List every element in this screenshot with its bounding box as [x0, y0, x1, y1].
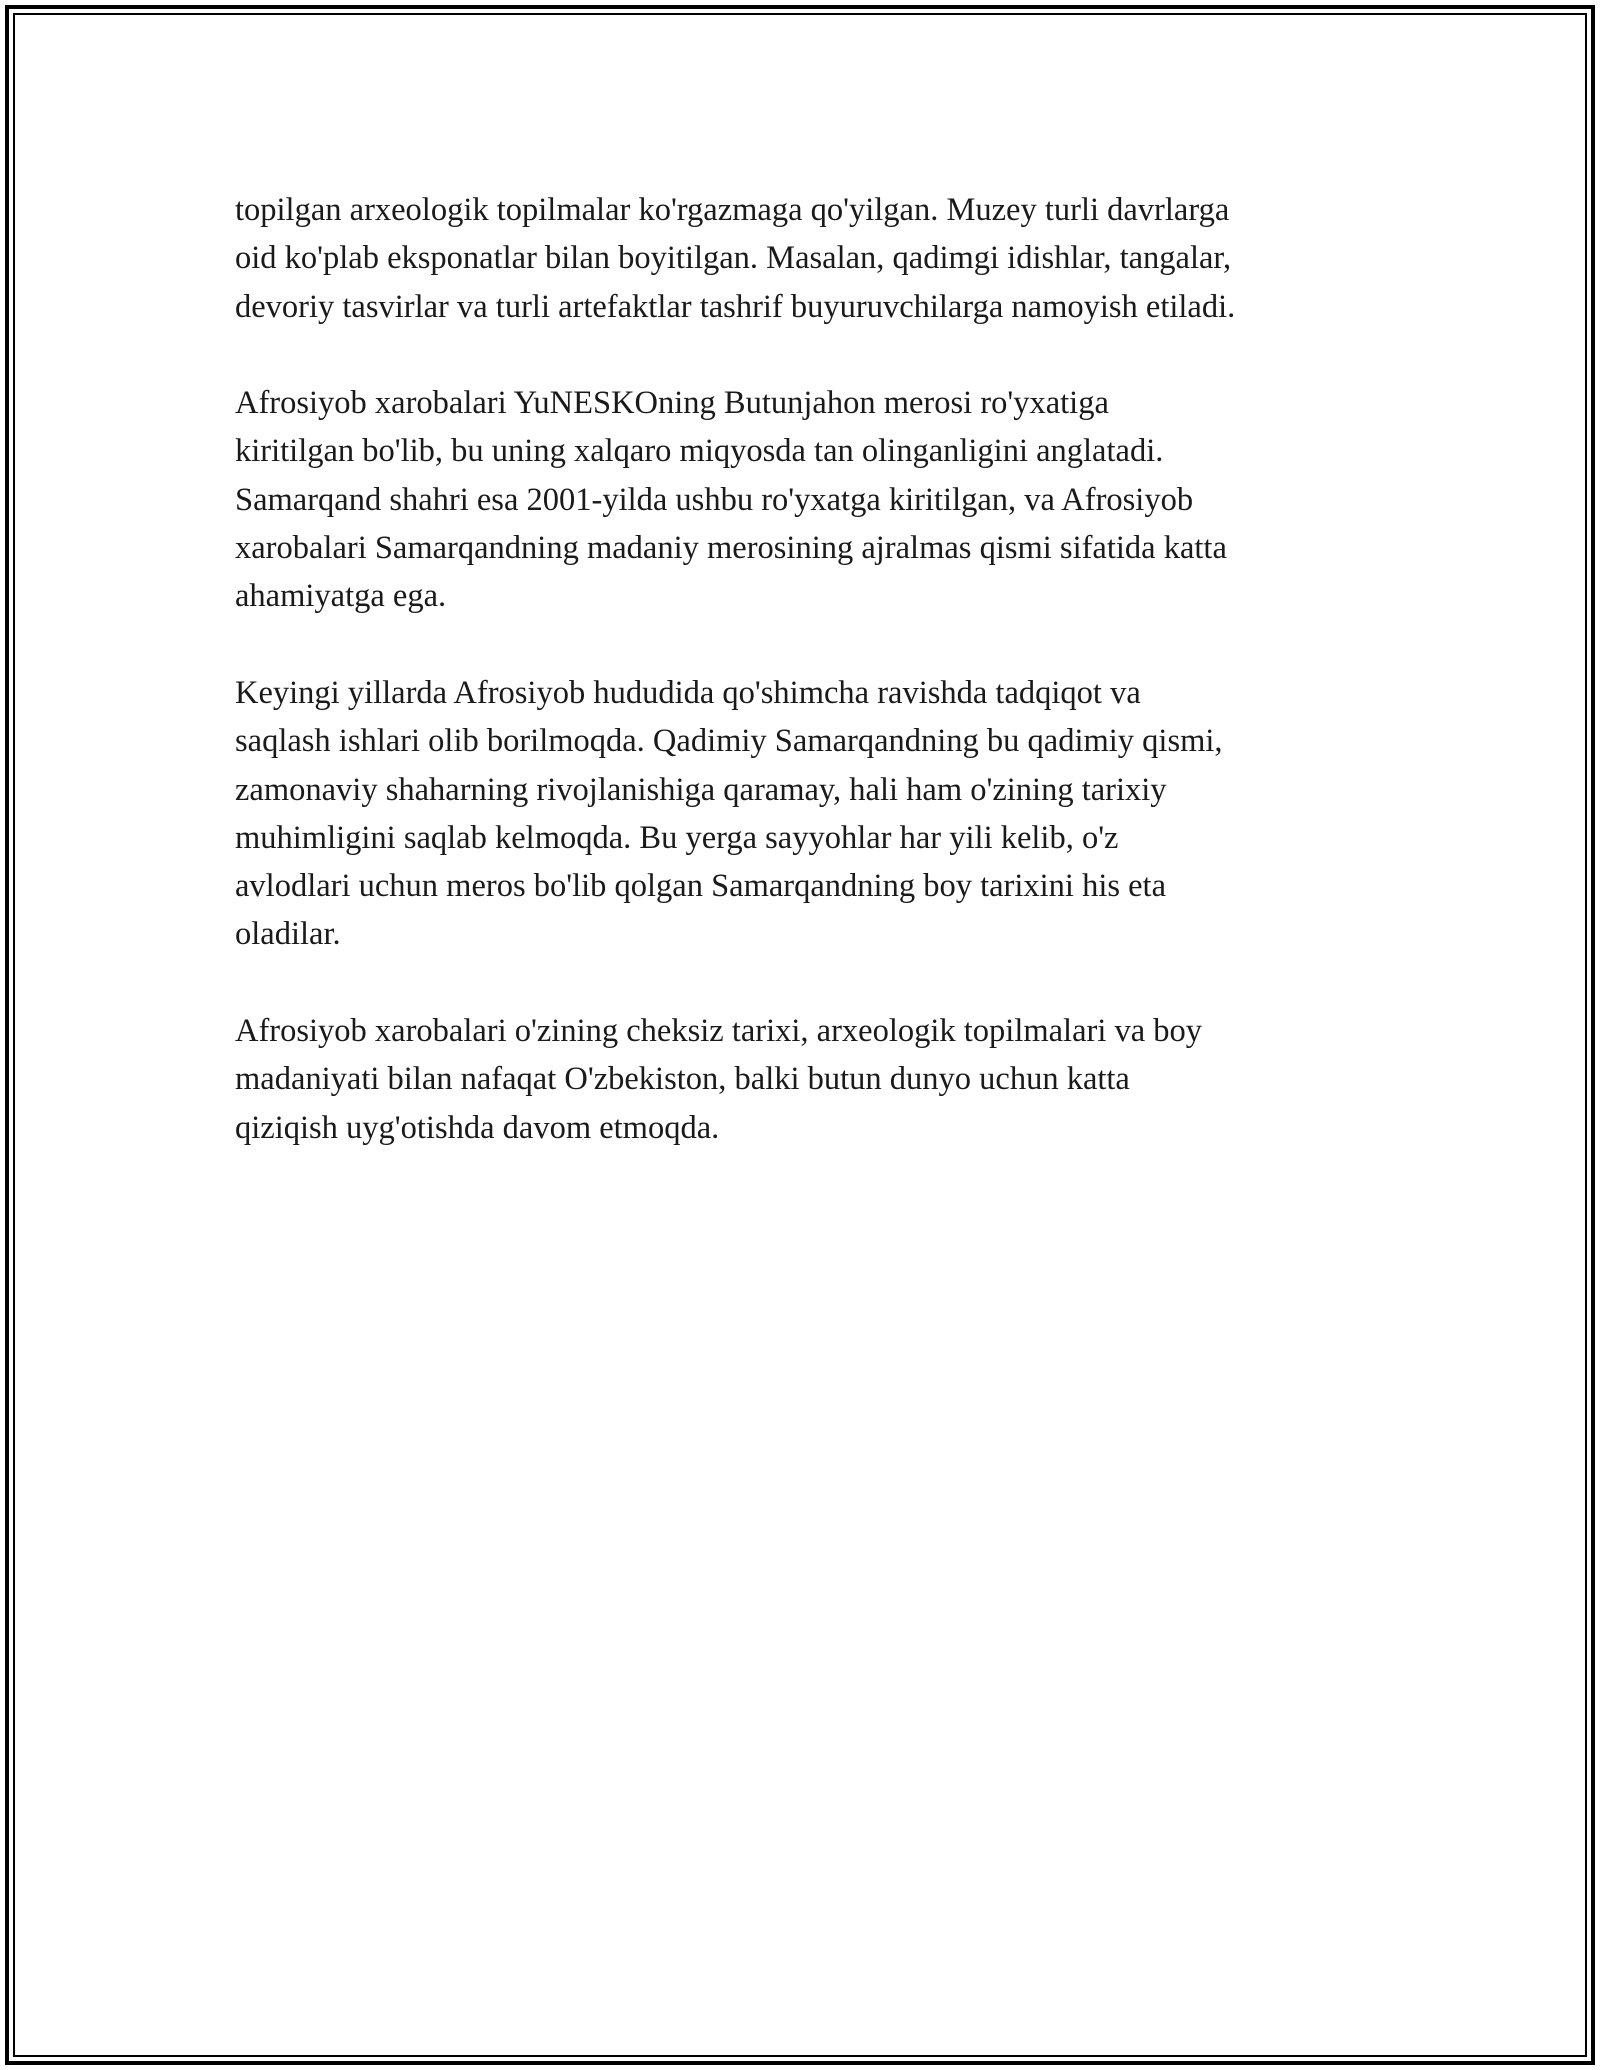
paragraph-conclusion [235, 1007, 1385, 1152]
text-line: ahamiyatga ega. [235, 578, 447, 615]
text-line: Keyingi yillarda Afrosiyob hududida qo'shimcha ravishda tadqiqot va [235, 674, 1141, 711]
text-line: oid ko'plab eksponatlar bilan boyitilgan. Masalan, qadimgi idishlar, tangalar, [235, 240, 1232, 277]
text-line: Samarqand shahri esa 2001-yilda ushbu ro'yxatga kiritilgan, va Afrosiyob [235, 481, 1194, 518]
text-line: oladilar. [235, 916, 341, 953]
text-line: madaniyati bilan nafaqat O'zbekiston, balki butun dunyo uchun katta [235, 1061, 1130, 1098]
text-line: muhimligini saqlab kelmoqda. Bu yerga sayyohlar har yili kelib, o'z [235, 819, 1119, 856]
text-line: Afrosiyob xarobalari o'zining cheksiz tarixi, arxeologik topilmalari va boy [235, 1013, 1203, 1050]
paragraph-museum-exhibits [235, 186, 1385, 331]
text-line: saqlash ishlari olib borilmoqda. Qadimiy Samarqandning bu qadimiy qismi, [235, 723, 1223, 760]
paragraph-unesco-heritage [235, 379, 1385, 620]
text-line: avlodlari uchun meros bo'lib qolgan Samarqandning boy tarixini his eta [235, 868, 1167, 905]
text-line: kiritilgan bo'lib, bu uning xalqaro miqyosda tan olinganligini anglatadi. [235, 433, 1164, 470]
text-line: qiziqish uyg'otishda davom etmoqda. [235, 1109, 720, 1146]
text-line: zamonaviy shaharning rivojlanishiga qaramay, hali ham o'zining tarixiy [235, 771, 1167, 808]
document-body [235, 186, 1385, 1200]
paragraph-research-preservation [235, 669, 1385, 959]
text-line: topilgan arxeologik topilmalar ko'rgazmaga qo'yilgan. Muzey turli davrlarga [235, 192, 1230, 228]
text-line: Afrosiyob xarobalari YuNESKOning Butunjahon merosi ro'yxatiga [235, 385, 1109, 422]
text-line: devoriy tasvirlar va turli artefaktlar tashrif buyuruvchilarga namoyish etiladi. [235, 288, 1236, 325]
text-line: xarobalari Samarqandning madaniy merosining ajralmas qismi sifatida katta [235, 530, 1227, 567]
